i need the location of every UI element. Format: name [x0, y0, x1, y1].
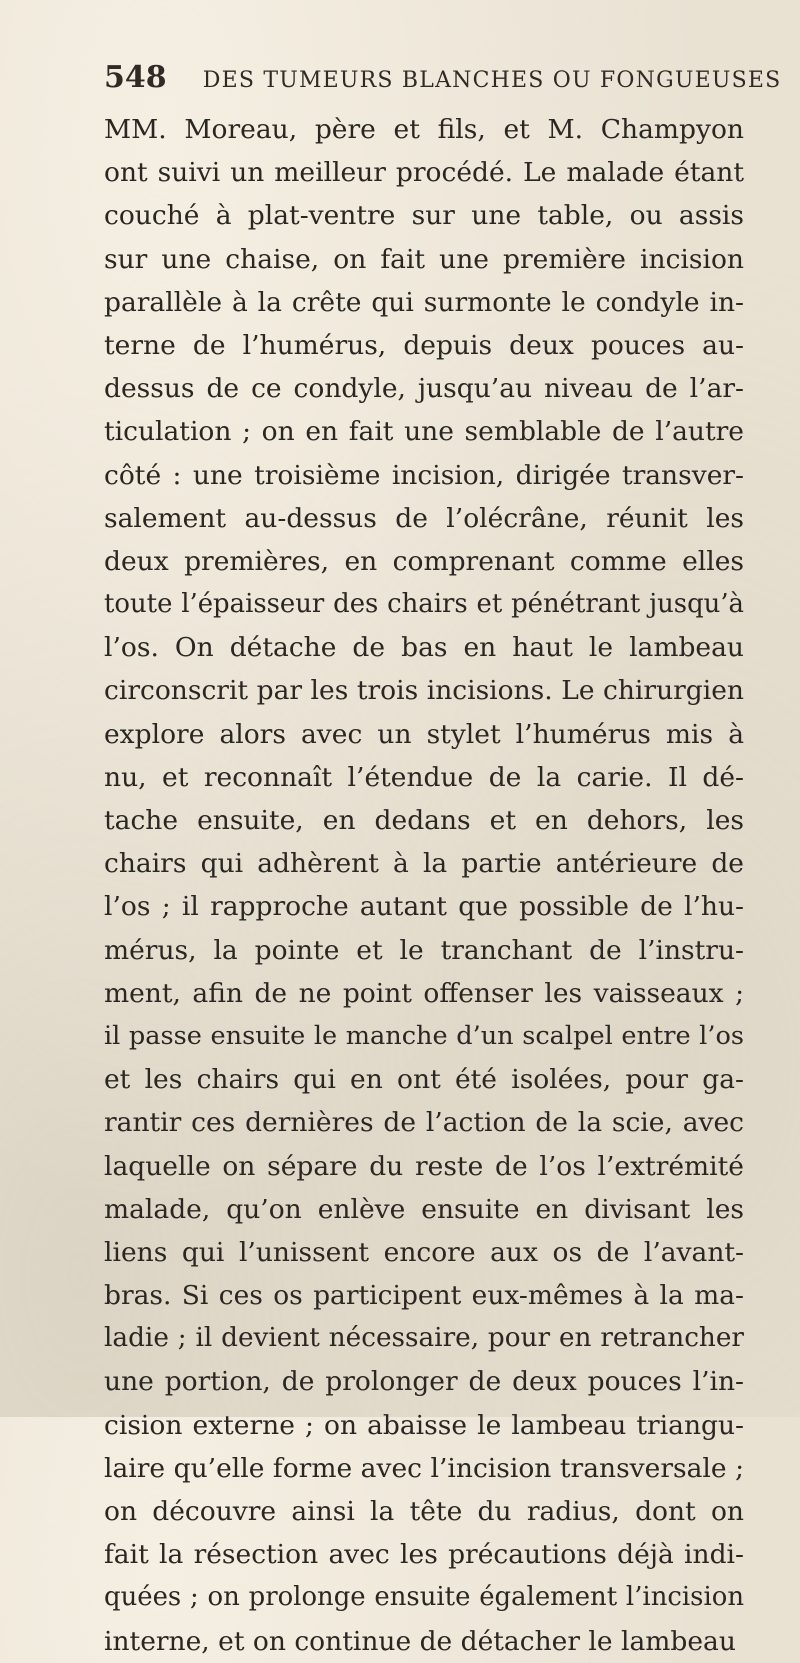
text-line: chairs qui adhèrent à la partie antérieure de	[104, 848, 744, 880]
text-line: l’os ; il rapproche autant que possible de l’hu-	[104, 891, 744, 923]
text-line: nu, et reconnaît l’étendue de la carie. Il dé-	[104, 761, 744, 793]
text-line: MM. Moreau, père et fils, et M. Champyon	[104, 114, 744, 145]
text-line: rantir ces dernières de l’action de la scie, avec	[104, 1107, 744, 1139]
text-line: fait la résection avec les précautions déjà indi-	[104, 1539, 744, 1571]
text-line: côté : une troisième incision, dirigée transver-	[104, 459, 744, 491]
text-line: laire qu’elle forme avec l’incision transversale ;	[104, 1452, 744, 1484]
text-line: tache ensuite, en dedans et en dehors, les	[104, 805, 744, 836]
text-line: bras. Si ces os participent eux-mêmes à la ma-	[104, 1280, 744, 1312]
text-line: l’os. On détache de bas en haut le lambeau	[104, 632, 744, 664]
text-line: liens qui l’unissent encore aux os de l’avant-	[104, 1236, 744, 1268]
text-line: interne, et on continue de détacher le lambeau	[104, 1625, 736, 1657]
body-text	[104, 108, 744, 1663]
text-line: mérus, la pointe et le tranchant de l’instru-	[104, 934, 744, 966]
text-line: deux premières, en comprenant comme elles	[104, 545, 744, 577]
text-line: une portion, de prolonger de deux pouces l’in-	[104, 1366, 744, 1398]
page-number: 548	[104, 60, 167, 95]
text-line: couché à plat-ventre sur une table, ou assis	[104, 200, 744, 232]
text-line: et les chairs qui en ont été isolées, pour ga-	[104, 1064, 744, 1096]
text-line: il passe ensuite le manche d’un scalpel entre l’os	[104, 1020, 744, 1051]
text-line: ladie ; il devient nécessaire, pour en retrancher	[104, 1323, 744, 1354]
text-line: dessus de ce condyle, jusqu’au niveau de l’ar-	[104, 373, 744, 405]
text-line: sur une chaise, on fait une première incision	[104, 243, 744, 275]
text-line: quées ; on prolonge ensuite également l’incision	[104, 1582, 744, 1613]
text-line: terne de l’humérus, depuis deux pouces au-	[104, 329, 744, 361]
text-line: malade, qu’on enlève ensuite en divisant les	[104, 1193, 744, 1225]
text-line: ont suivi un meilleur procédé. Le malade étant	[104, 157, 744, 189]
text-line: parallèle à la crête qui surmonte le condyle in-	[104, 286, 744, 318]
text-line: toute l’épaisseur des chairs et pénétrant jusqu’à	[104, 589, 744, 620]
text-line: ticulation ; on en fait une semblable de l’autre	[104, 416, 744, 448]
running-head	[104, 60, 782, 100]
text-line: circonscrit par les trois incisions. Le chirurgien	[104, 675, 744, 707]
text-line: salement au-dessus de l’olécrâne, réunit les	[104, 502, 744, 534]
text-line: explore alors avec un stylet l’humérus mis à	[104, 718, 744, 750]
running-title: DES TUMEURS BLANCHES OU FONGUEUSES	[202, 68, 782, 93]
text-line: laquelle on sépare du reste de l’os l’extrémité	[104, 1150, 744, 1182]
text-line: on découvre ainsi la tête du radius, dont on	[104, 1496, 744, 1527]
text-line: cision externe ; on abaisse le lambeau triangu-	[104, 1409, 744, 1441]
text-line: ment, afin de ne point offenser les vaisseaux ;	[104, 977, 744, 1009]
